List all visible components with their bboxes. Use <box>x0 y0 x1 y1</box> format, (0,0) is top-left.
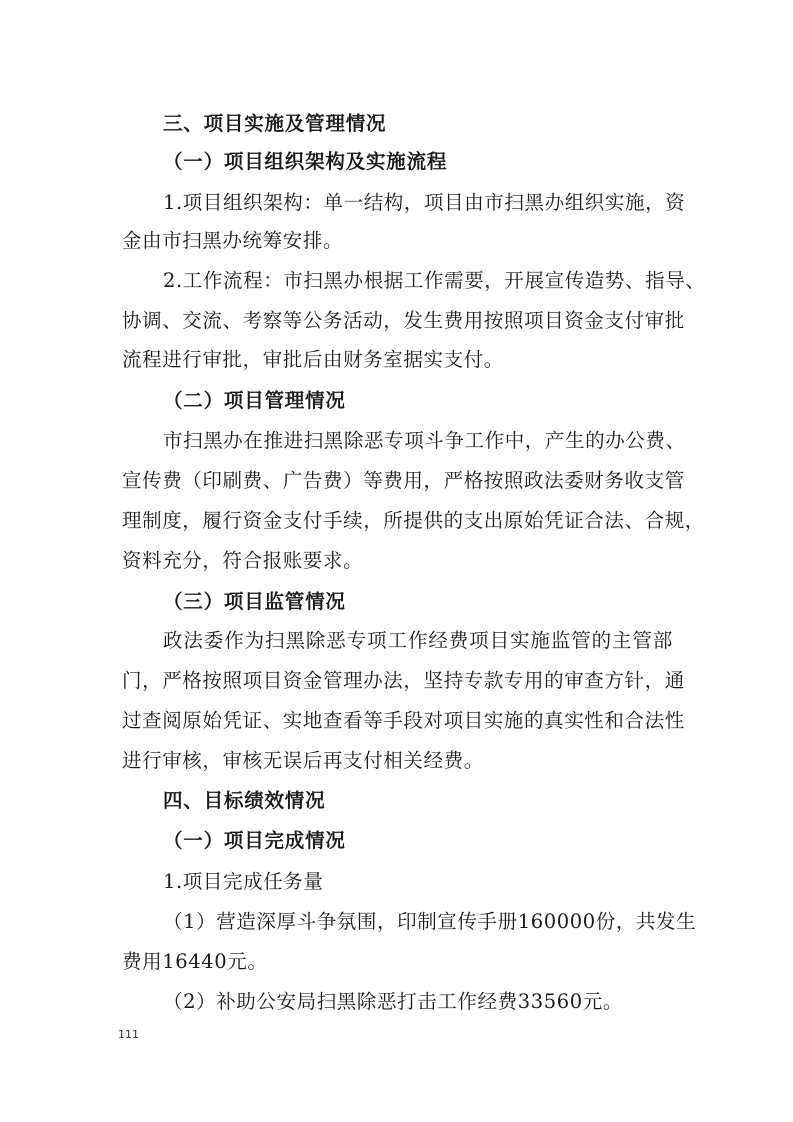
paragraph-line: （2）补助公安局扫黑除恶打击工作经费33560元。 <box>163 990 623 1013</box>
paragraph-line: 1.项目组织架构：单一结构，项目由市扫黑办组织实施，资 <box>163 191 686 214</box>
paragraph-line: 费用16440元。 <box>122 950 268 973</box>
subsection-heading-4-1: （一）项目完成情况 <box>163 829 346 852</box>
paragraph-line: 理制度，履行资金支付手续，所提供的支出原始凭证合法、合规， <box>122 509 705 532</box>
paragraph-line: 流程进行审批，审批后由财务室据实支付。 <box>122 348 504 371</box>
subsection-heading-3-1: （一）项目组织架构及实施流程 <box>163 150 448 173</box>
section-heading-4: 四、目标绩效情况 <box>163 789 326 812</box>
subsection-heading-3-2: （二）项目管理情况 <box>163 389 346 412</box>
paragraph-line: 资料充分，符合报账要求。 <box>122 549 364 572</box>
paragraph-line: 宣传费（印刷费、广告费）等费用，严格按照政法委财务收支管 <box>122 469 685 492</box>
paragraph-line: 进行审核，审核无误后再支付相关经费。 <box>122 749 484 772</box>
subsection-heading-3-3: （三）项目监管情况 <box>163 590 346 613</box>
paragraph-line: 政法委作为扫黑除恶专项工作经费项目实施监管的主管部 <box>163 629 673 652</box>
paragraph-line: 市扫黑办在推进扫黑除恶专项斗争工作中，产生的办公费、 <box>163 429 686 452</box>
paragraph-line: 门，严格按照项目资金管理办法，坚持专款专用的审查方针，通 <box>122 669 685 692</box>
paragraph-line: 过查阅原始凭证、实地查看等手段对项目实施的真实性和合法性 <box>122 709 685 732</box>
paragraph-line: （1）营造深厚斗争氛围，印制宣传手册160000份，共发生 <box>163 910 697 933</box>
paragraph-line: 金由市扫黑办统筹安排。 <box>122 229 344 252</box>
page-number: 111 <box>118 1028 139 1041</box>
section-heading-3: 三、项目实施及管理情况 <box>163 112 387 135</box>
paragraph-line: 2.工作流程：市扫黑办根据工作需要，开展宣传造势、指导、 <box>163 269 706 292</box>
paragraph-line: 协调、交流、考察等公务活动，发生费用按照项目资金支付审批 <box>122 309 685 332</box>
paragraph-line: 1.项目完成任务量 <box>163 870 324 893</box>
